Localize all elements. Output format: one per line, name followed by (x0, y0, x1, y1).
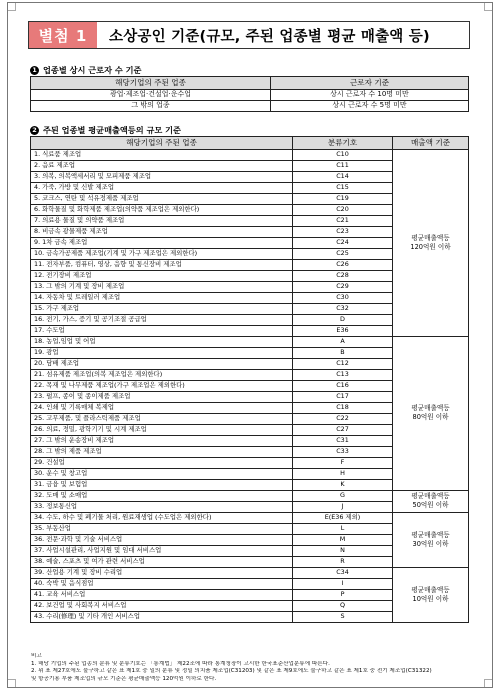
table-row (31, 567, 469, 578)
classification-code-cell: C13 (293, 369, 393, 380)
industry-name-cell: 26. 의료, 정밀, 광학기기 및 시계 제조업 (31, 424, 293, 435)
industry-name-cell: 21. 섬유제품 제조업(의복 제조업은 제외한다) (31, 369, 293, 380)
industry-name-cell: 18. 농업,임업 및 어업 (31, 336, 293, 347)
classification-code-cell: C11 (293, 160, 393, 171)
classification-code-cell: C19 (293, 193, 393, 204)
revenue-criterion-line: 120억원 이하 (410, 242, 451, 251)
industry-name-cell: 9. 1차 금속 제조업 (31, 237, 293, 248)
industry-name-cell: 25. 고무제품, 및 플라스틱제품 제조업 (31, 413, 293, 424)
industry-name-cell: 8. 비금속 광물제품 제조업 (31, 226, 293, 237)
industry-name-cell: 2. 음료 제조업 (31, 160, 293, 171)
industry-name-cell: 36. 전문·과학 및 기술 서비스업 (31, 534, 293, 545)
industry-name-cell: 6. 화학물질 및 화학제품 제조업(의약품 제조업은 제외한다) (31, 204, 293, 215)
industry-name-cell: 28. 그 밖의 제품 제조업 (31, 446, 293, 457)
classification-code-cell: K (293, 479, 393, 490)
industry-name-cell: 33. 정보통신업 (31, 501, 293, 512)
classification-code-cell: C29 (293, 281, 393, 292)
classification-code-cell: M (293, 534, 393, 545)
industry-name-cell: 5. 코크스, 연탄 및 석유정제품 제조업 (31, 193, 293, 204)
classification-code-cell: R (293, 556, 393, 567)
industry-name-cell: 17. 수도업 (31, 325, 293, 336)
footnote-label: 비고 (31, 653, 42, 659)
classification-code-cell: C27 (293, 424, 393, 435)
table-header-row (31, 77, 469, 90)
classification-code-cell: C23 (293, 226, 393, 237)
classification-code-cell: N (293, 545, 393, 556)
footnote-line: 1. 해당 기업의 주된 업종의 분류 및 분류기호는 「통계법」 제22조에 따라 통계청장이 고시한 한국표준산업분류에 따른다. (31, 660, 330, 667)
crop-mark (484, 3, 492, 11)
revenue-criterion-line: 평균매출액등 (411, 492, 450, 500)
industry-name-cell: 10. 금속가공제품 제조업(기계 및 가구 제조업은 제외한다) (31, 248, 293, 259)
industry-name-cell: 38. 예술, 스포츠 및 여가 관련 서비스업 (31, 556, 293, 567)
classification-code-cell: C32 (293, 303, 393, 314)
revenue-criterion-line: 50억원 이하 (412, 501, 449, 509)
classification-code-cell: C15 (293, 182, 393, 193)
industry-name-cell: 41. 교육 서비스업 (31, 589, 293, 600)
page-title: 소상공인 기준(규모, 주된 업종별 평균 매출액 등) (109, 28, 430, 45)
classification-code-cell: H (293, 468, 393, 479)
industry-name-cell: 32. 도매 및 소매업 (31, 490, 293, 501)
classification-code-cell: C21 (293, 215, 393, 226)
classification-code-cell: C22 (293, 413, 393, 424)
revenue-criterion-line: 30억원 이하 (412, 539, 449, 548)
footnote-line: 및 항공기용 부품 제조업의 규모 기준은 평균매출액등 120억원 이하로 한다. (31, 675, 217, 682)
industry-name-cell: 16. 전기, 가스, 증기 및 공기조절 공급업 (31, 314, 293, 325)
industry-name-cell: 19. 광업 (31, 347, 293, 358)
industry-name-cell: 11. 전자부품, 컴퓨터, 영상, 음향 및 통신장비 제조업 (31, 259, 293, 270)
industry-name-cell: 24. 인쇄 및 기록매체 복제업 (31, 402, 293, 413)
classification-code-cell: C33 (293, 446, 393, 457)
classification-code-cell: L (293, 523, 393, 534)
classification-code-cell: C26 (293, 259, 393, 270)
classification-code-cell: S (293, 611, 393, 622)
industry-name-cell: 27. 그 밖의 운송장비 제조업 (31, 435, 293, 446)
section1-title: 업종별 상시 근로자 수 기준 (43, 65, 142, 75)
section1-heading (30, 65, 141, 76)
industry-name-cell: 31. 금융 및 보험업 (31, 479, 293, 490)
classification-code-cell: C24 (293, 237, 393, 248)
classification-code-cell: C30 (293, 292, 393, 303)
column-header: 근로자 기준 (271, 77, 469, 90)
classification-code-cell: C18 (293, 402, 393, 413)
section2-heading (30, 125, 181, 136)
table-row (31, 100, 469, 111)
industry-name-cell: 14. 자동차 및 트레일러 제조업 (31, 292, 293, 303)
column-header: 해당기업의 주된 업종 (31, 137, 293, 150)
revenue-criterion-cell (393, 567, 469, 622)
revenue-criterion-line: 평균매출액등 (411, 233, 450, 242)
classification-code-cell: J (293, 501, 393, 512)
classification-code-cell: C34 (293, 567, 393, 578)
section2-title: 주된 업종별 평균매출액등의 규모 기준 (43, 125, 181, 135)
industry-name-cell: 20. 담배 제조업 (31, 358, 293, 369)
revenue-criterion-line: 평균매출액등 (411, 585, 450, 594)
table-row (31, 336, 469, 347)
table-row (31, 149, 469, 160)
criterion-cell: 상시 근로자 수 5명 미만 (271, 100, 469, 111)
industry-name-cell: 3. 의복, 의복액세서리 및 모피제품 제조업 (31, 171, 293, 182)
industry-cell: 광업·제조업·건설업·운수업 (31, 89, 271, 100)
table-row (31, 89, 469, 100)
revenue-criterion-cell (393, 336, 469, 490)
column-header: 매출액 기준 (393, 137, 469, 150)
footnote-line: 2. 위 표 제27호에도 불구하고 같은 표 제1호 중 일의 분류 및 정밀 의치품 제조업(C31203) 및 같은 표 제9호에도 불구하고 같은 표 제1호 중 전기 제조업(C31322) (31, 668, 432, 675)
crop-mark (484, 679, 492, 687)
industry-name-cell: 35. 부동산업 (31, 523, 293, 534)
classification-code-cell: F (293, 457, 393, 468)
title-bar (28, 21, 470, 49)
industry-name-cell: 13. 그 밖의 기계 및 장비 제조업 (31, 281, 293, 292)
revenue-criterion-cell (393, 149, 469, 336)
classification-code-cell: D (293, 314, 393, 325)
classification-code-cell: C14 (293, 171, 393, 182)
industry-name-cell: 43. 수리(修理) 및 기타 개인 서비스업 (31, 611, 293, 622)
classification-code-cell: P (293, 589, 393, 600)
table-row (31, 512, 469, 523)
footnotes (31, 653, 467, 683)
classification-code-cell: C25 (293, 248, 393, 259)
column-header: 해당기업의 주된 업종 (31, 77, 271, 90)
revenue-criterion-line: 80억원 이하 (412, 413, 449, 421)
classification-code-cell: A (293, 336, 393, 347)
industry-name-cell: 30. 운수 및 창고업 (31, 468, 293, 479)
classification-code-cell: C20 (293, 204, 393, 215)
classification-code-cell: C31 (293, 435, 393, 446)
crop-mark (8, 679, 16, 687)
classification-code-cell: B (293, 347, 393, 358)
revenue-criterion-line: 평균매출액등 (411, 404, 450, 412)
crop-mark (8, 3, 16, 11)
employee-criteria-table (30, 76, 469, 112)
classification-code-cell: C28 (293, 270, 393, 281)
classification-code-cell: E36 (293, 325, 393, 336)
classification-code-cell: G (293, 490, 393, 501)
industry-cell: 그 밖의 업종 (31, 100, 271, 111)
industry-name-cell: 12. 전기장비 제조업 (31, 270, 293, 281)
column-header: 분류기호 (293, 137, 393, 150)
classification-code-cell: C16 (293, 380, 393, 391)
attachment-badge: 별첨 1 (29, 22, 97, 48)
classification-code-cell: E(E36 제외) (293, 512, 393, 523)
industry-name-cell: 22. 목재 및 나무제품 제조업(가구 제조업은 제외한다) (31, 380, 293, 391)
classification-code-cell: C10 (293, 149, 393, 160)
revenue-criterion-cell (393, 490, 469, 512)
revenue-criterion-cell (393, 512, 469, 567)
industry-name-cell: 7. 의료용 물질 및 의약품 제조업 (31, 215, 293, 226)
industry-name-cell: 39. 산업용 기계 및 장비 수리업 (31, 567, 293, 578)
classification-code-cell: Q (293, 600, 393, 611)
classification-code-cell: C12 (293, 358, 393, 369)
table-row (31, 490, 469, 501)
table-header-row (31, 137, 469, 150)
revenue-criterion-line: 10억원 이하 (412, 594, 449, 603)
classification-code-cell: I (293, 578, 393, 589)
industry-name-cell: 29. 건설업 (31, 457, 293, 468)
section-number-bullet: 1 (30, 66, 39, 75)
industry-name-cell: 23. 펄프, 종이 및 종이제품 제조업 (31, 391, 293, 402)
section-number-bullet: 2 (30, 126, 39, 135)
industry-name-cell: 15. 가구 제조업 (31, 303, 293, 314)
industry-name-cell: 42. 보건업 및 사회복지 서비스업 (31, 600, 293, 611)
industry-name-cell: 4. 가죽, 가방 및 신발 제조업 (31, 182, 293, 193)
revenue-criterion-line: 평균매출액등 (411, 530, 450, 539)
revenue-criteria-table (30, 136, 469, 623)
criterion-cell: 상시 근로자 수 10명 미만 (271, 89, 469, 100)
industry-name-cell: 34. 수도, 하수 및 폐기물 처리, 원료재생업 (수도업은 제외한다) (31, 512, 293, 523)
industry-name-cell: 1. 식료품 제조업 (31, 149, 293, 160)
industry-name-cell: 40. 숙박 및 음식점업 (31, 578, 293, 589)
classification-code-cell: C17 (293, 391, 393, 402)
industry-name-cell: 37. 사업시설관리, 사업지원 및 임대 서비스업 (31, 545, 293, 556)
